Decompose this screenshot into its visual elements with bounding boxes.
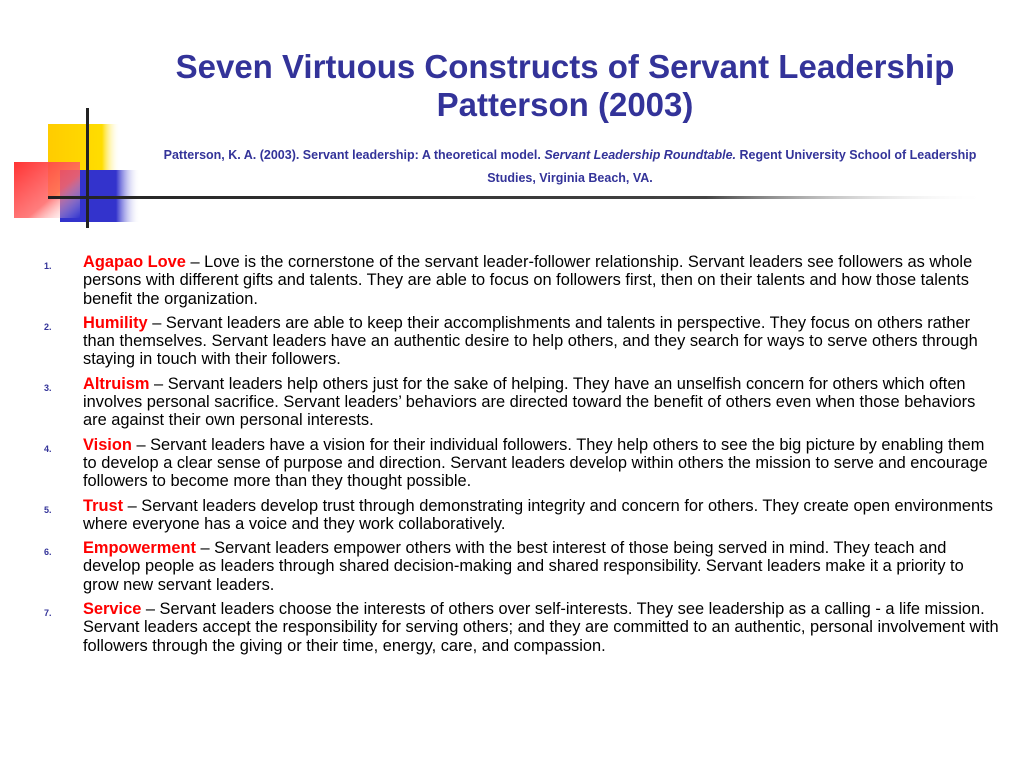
title-line-1: Seven Virtuous Constructs of Servant Leadership bbox=[175, 48, 955, 85]
citation-part-1: Patterson, K. A. (2003). Servant leadership: A theoretical model. bbox=[163, 148, 545, 162]
term-label: Agapao Love bbox=[83, 253, 186, 271]
term-label: Altruism bbox=[83, 374, 150, 393]
title-line-2: Patterson (2003) bbox=[436, 86, 694, 123]
list-number: 7. bbox=[44, 608, 52, 619]
term-label: Vision bbox=[83, 435, 132, 454]
term-label: Service bbox=[83, 600, 142, 619]
term-description: – Love is the cornerstone of the servant leader-follower relationship. Servant leaders see followers as whole persons with different gifts and talents. They are able to focus on followers first, then on their talents and how those talents benefit the organization. bbox=[83, 253, 973, 308]
horizontal-rule bbox=[48, 196, 988, 199]
list-number: 1. bbox=[44, 261, 52, 271]
list-item-empowerment bbox=[0, 539, 1000, 594]
list-item-trust bbox=[0, 497, 1000, 534]
list-number: 3. bbox=[44, 382, 52, 393]
term-description: – Servant leaders empower others with the best interest of those being served in mind. They teach and develop people as leaders through shared decision-making and shared responsibility. Servant leaders make it a priority to grow new servant leaders. bbox=[83, 539, 964, 594]
citation-journal: Servant Leadership Roundtable. bbox=[544, 148, 737, 162]
list-number: 6. bbox=[44, 547, 52, 558]
term-label: Empowerment bbox=[83, 539, 196, 558]
constructs-list bbox=[0, 253, 1000, 661]
list-item-humility bbox=[0, 314, 1000, 369]
term-label: Trust bbox=[83, 496, 124, 515]
red-square bbox=[14, 162, 80, 218]
list-item-vision bbox=[0, 436, 1000, 491]
list-item-agapao-love bbox=[0, 253, 1000, 308]
list-item-service bbox=[0, 600, 1000, 655]
term-description: – Servant leaders help others just for the sake of helping. They have an unselfish concern for others which often involves personal sacrifice. Servant leaders’ behaviors are directed toward the benefit of others even when those behaviors are against their own personal interests. bbox=[83, 374, 976, 430]
term-description: – Servant leaders develop trust through demonstrating integrity and concern for others. They create open environments where everyone has a voice and they work collaboratively. bbox=[83, 496, 993, 533]
citation-part-2: Regent University School of Leadership Studies, Virginia Beach, VA. bbox=[487, 148, 977, 185]
term-description: – Servant leaders are able to keep their accomplishments and talents in perspective. They focus on others rather than themselves. Servant leaders have an authentic desire to help others, and they search for ways to serve others through staying in touch with their followers. bbox=[83, 313, 978, 369]
list-number: 5. bbox=[44, 504, 52, 515]
citation bbox=[150, 144, 990, 190]
list-number: 4. bbox=[44, 443, 52, 454]
page-title bbox=[140, 48, 990, 124]
term-description: – Servant leaders choose the interests of others over self-interests. They see leadership as a calling - a life mission. Servant leaders accept the responsibility for serving others; and they are committed to an authentic, personal involvement with followers through the giving or their time, energy, care, and compassion. bbox=[83, 600, 999, 655]
list-item-altruism bbox=[0, 375, 1000, 430]
term-description: – Servant leaders have a vision for their individual followers. They help others to see the big picture by enabling them to develop a clear sense of purpose and direction. Servant leaders develop within others the mission to serve and encourage followers to become more than they thought possible. bbox=[83, 435, 988, 491]
term-label: Humility bbox=[83, 313, 148, 332]
vertical-rule bbox=[86, 108, 89, 228]
list-number: 2. bbox=[44, 321, 52, 332]
